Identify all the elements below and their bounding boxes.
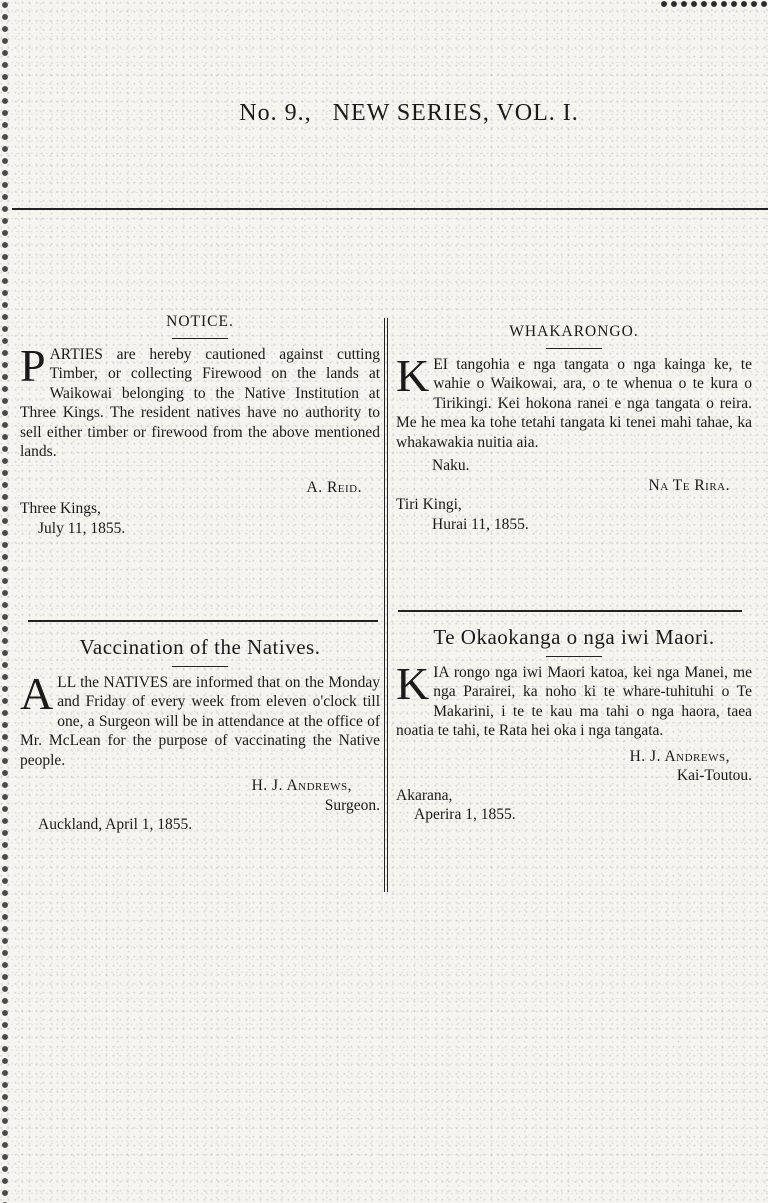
- column-divider: [384, 318, 388, 892]
- whakarongo-body: [396, 349, 752, 453]
- top-binding-holes: [660, 0, 768, 10]
- header-rule: [12, 208, 768, 210]
- section-rule-left: [28, 620, 378, 622]
- dropcap: K: [396, 349, 430, 401]
- okaokanga-place: Akarana,: [396, 786, 453, 804]
- short-rule: [546, 348, 602, 349]
- vaccination-title: Surgeon.: [324, 796, 380, 814]
- short-rule: [172, 338, 228, 339]
- vaccination-maori: [396, 625, 752, 825]
- okaokanga-body: [396, 657, 752, 741]
- binding-holes: [0, 0, 11, 1203]
- vaccination-signature: H. J. Andrews,: [251, 777, 352, 794]
- whakarongo-place: Tiri Kingi,: [396, 496, 462, 513]
- vaccination-text: LL the NATIVES are informed that on the Monday and Friday of every week from eleven o'clock till one, a Surgeon will be in attendance at the office of Mr. McLean for the purpose of vaccinating the Native people.: [20, 673, 380, 769]
- short-rule: [546, 656, 602, 657]
- notice-maori: [396, 322, 752, 534]
- notice-date: July 11, 1855.: [38, 519, 126, 537]
- okaokanga-text: IA rongo nga iwi Maori katoa, kei nga Manei, me nga Parairei, ka noho ki te whare-tuhituhi o Te Makarini, i te te kau ma tahi o nga haora, taea noatia te tahi, te Rata hei oka i nga tangata.: [396, 663, 752, 739]
- vaccination-body: [20, 667, 380, 771]
- short-rule: [172, 666, 228, 667]
- whakarongo-signature: Na Te Rira.: [648, 476, 730, 494]
- notice-body: [20, 339, 380, 462]
- whakarongo-heading: WHAKARONGO.: [509, 323, 639, 340]
- dropcap: K: [396, 657, 430, 709]
- vaccination-heading: Vaccination of the Natives.: [79, 635, 321, 659]
- whakarongo-text: EI tangohia e nga tangata o nga kainga ke, te wahie o Waikowai, ara, o te whenua o te kura o Tirikingi. Kei hokona ranei e nga tangata o reira. Me he mea ka tohe tetahi tangata ki tenei mahi tahae, ka whakawakia nuitia aia.: [396, 355, 752, 451]
- whakarongo-date: Hurai 11, 1855.: [432, 515, 529, 533]
- dropcap: P: [20, 339, 46, 391]
- whakarongo-from: Naku.: [432, 457, 470, 474]
- issue-number: No. 9.,: [239, 100, 312, 126]
- section-rule-right: [398, 610, 742, 612]
- notice-english: [20, 312, 380, 538]
- notice-heading: NOTICE.: [166, 313, 234, 330]
- vaccination-english: [20, 635, 380, 835]
- okaokanga-heading: Te Okaokanga o nga iwi Maori.: [433, 625, 715, 649]
- okaokanga-date: Aperira 1, 1855.: [414, 806, 516, 823]
- okaokanga-signature: H. J. Andrews,: [629, 747, 730, 765]
- vaccination-place-date: Auckland, April 1, 1855.: [38, 816, 193, 833]
- page-header: [0, 100, 768, 127]
- series-title: NEW SERIES, VOL. I.: [332, 100, 579, 126]
- dropcap: A: [20, 667, 54, 719]
- notice-signature: A. Reid.: [306, 478, 362, 496]
- notice-text: ARTIES are hereby cautioned against cutting Timber, or collecting Firewood on the lands at Waikowai belonging to the Native Institution at Three Kings. The resident natives have no authority to sell either timber or firewood from the above mentioned lands.: [20, 345, 380, 460]
- notice-place: Three Kings,: [20, 500, 101, 517]
- okaokanga-title: Kai-Toutou.: [676, 767, 752, 784]
